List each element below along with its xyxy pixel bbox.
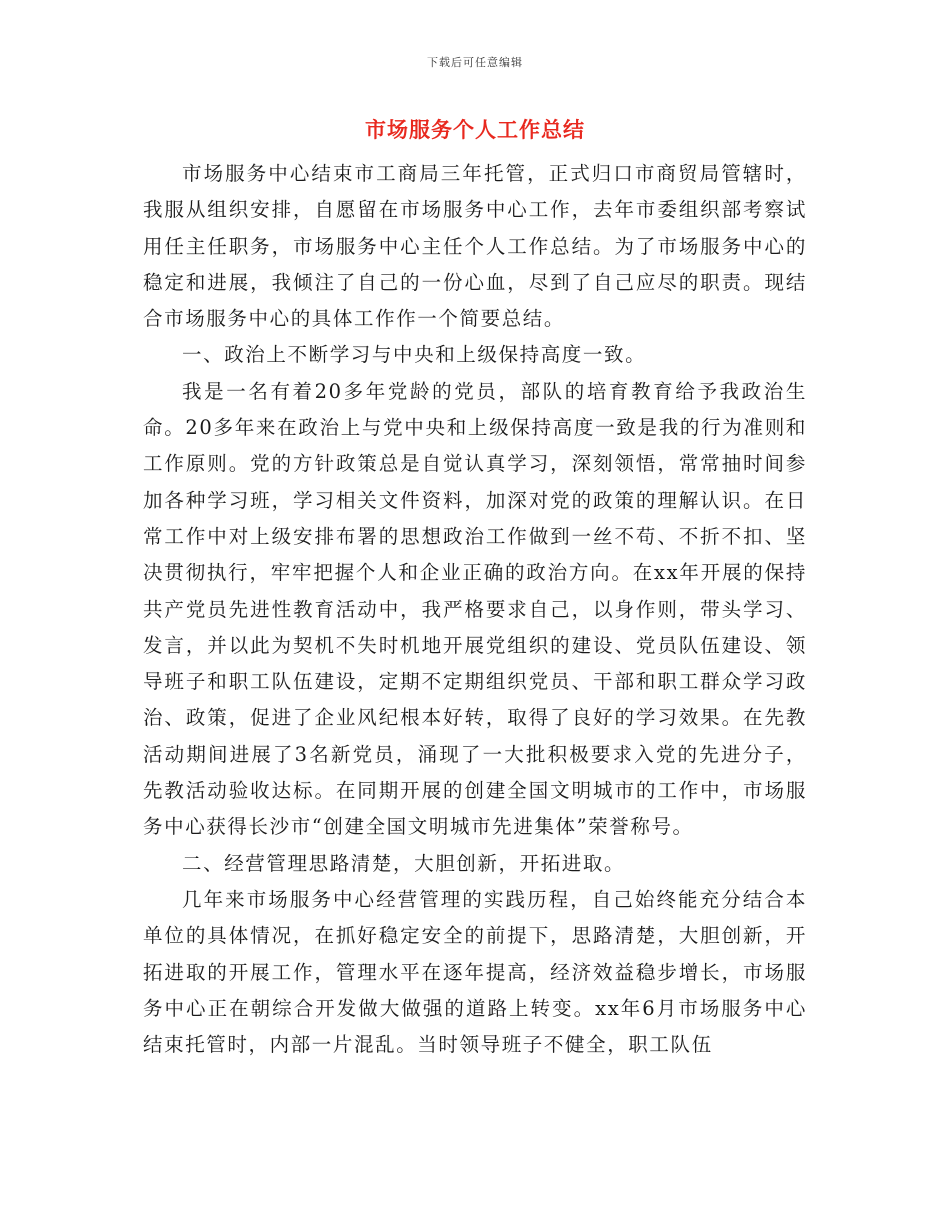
paragraph-intro: 市场服务中心结束市工商局三年托管，正式归口市商贸局管辖时，我服从组织安排，自愿留在市场服务中心工作，去年市委组织部考察试用任主任职务，市场服务中心主任个人工作总结。为了市场服务中心的稳定和进展，我倾注了自己的一份心血，尽到了自己应尽的职责。现结合市场服务中心的具体工作作一个简要总结。: [143, 162, 807, 331]
paragraph-management: 几年来市场服务中心经营管理的实践历程，自己始终能充分结合本单位的具体情况，在抓好稳定安全的前提下，思路清楚，大胆创新，开拓进取的开展工作，管理水平在逐年提高，经济效益稳步增长，市场服务中心正在朝综合开发做大做强的道路上转变。xx年6月市场服务中心结束托管时，内部一片混乱。当时领导班子不健全，职工队伍: [143, 887, 807, 1057]
section-heading-management: 二、经营管理思路清楚，大胆创新，开拓进取。: [182, 851, 626, 875]
document-body: [143, 156, 807, 1063]
document-title: 市场服务个人工作总结: [365, 117, 585, 142]
section-heading-politics: 一、政治上不断学习与中央和上级保持高度一致。: [182, 343, 647, 367]
header-note: 下载后可任意编辑: [427, 56, 523, 69]
paragraph-politics: 我是一名有着20多年党龄的党员，部队的培育教育给予我政治生命。20多年来在政治上与党中央和上级保持高度一致是我的行为准则和工作原则。党的方针政策总是自觉认真学习，深刻领悟，常常抽时间参加各种学习班，学习相关文件资料，加深对党的政策的理解认识。在日常工作中对上级安排布署的思想政治工作做到一丝不苟、不折不扣、坚决贯彻执行，牢牢把握个人和企业正确的政治方向。在xx年开展的保持共产党员先进性教育活动中，我严格要求自己，以身作则，带头学习、发言，并以此为契机不失时机地开展党组织的建设、党员队伍建设、领导班子和职工队伍建设，定期不定期组织党员、干部和职工群众学习政治、政策，促进了企业风纪根本好转，取得了良好的学习效果。在先教活动期间进展了3名新党员，涌现了一大批积极要求入党的先进分子，先教活动验收达标。在同期开展的创建全国文明城市的工作中，市场服务中心获得长沙市“创建全国文明城市先进集体”荣誉称号。: [143, 379, 807, 839]
